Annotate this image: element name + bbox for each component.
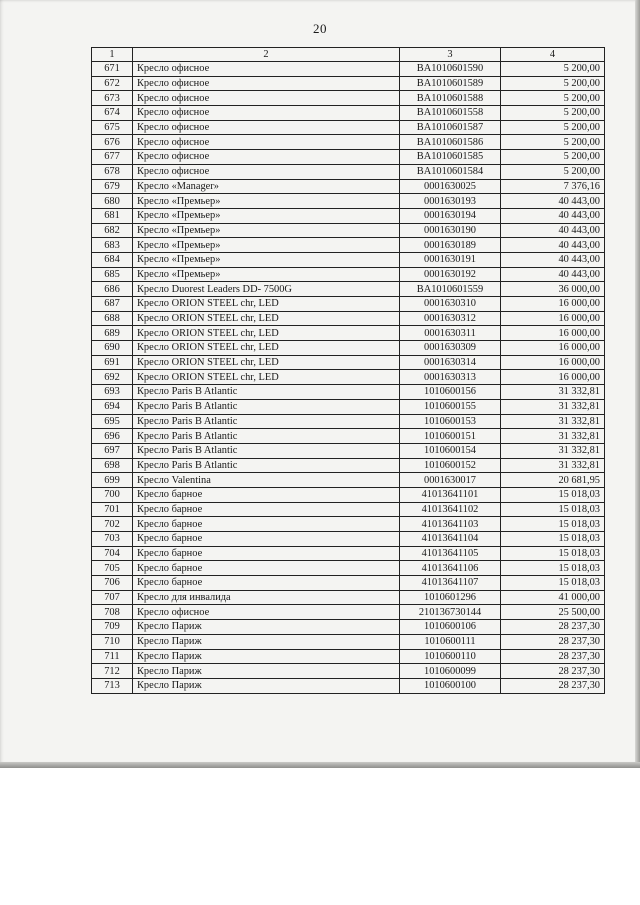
price-cell: 15 018,03 [501, 576, 605, 591]
price-cell: 31 332,81 [501, 429, 605, 444]
item-name-cell: Кресло ORION STEEL chr, LED [133, 341, 400, 356]
price-cell: 20 681,95 [501, 473, 605, 488]
inventory-code-cell: 0001630309 [400, 341, 501, 356]
inventory-code-cell: 41013641102 [400, 502, 501, 517]
row-number-cell: 677 [92, 150, 133, 165]
item-name-cell: Кресло Valentina [133, 473, 400, 488]
price-cell: 5 200,00 [501, 120, 605, 135]
row-number-cell: 705 [92, 561, 133, 576]
table-row [92, 194, 605, 209]
item-name-cell: Кресло Париж [133, 634, 400, 649]
item-name-cell: Кресло офисное [133, 62, 400, 77]
table-row [92, 91, 605, 106]
table-row [92, 76, 605, 91]
table-row [92, 385, 605, 400]
price-cell: 28 237,30 [501, 634, 605, 649]
table-row [92, 326, 605, 341]
column-header-code: 3 [400, 48, 501, 62]
row-number-cell: 684 [92, 252, 133, 267]
row-number-cell: 693 [92, 385, 133, 400]
table-row [92, 678, 605, 693]
inventory-code-cell: 1010600106 [400, 620, 501, 635]
inventory-code-cell: 0001630313 [400, 370, 501, 385]
row-number-cell: 678 [92, 164, 133, 179]
row-number-cell: 701 [92, 502, 133, 517]
table-row [92, 502, 605, 517]
inventory-code-cell: 41013641103 [400, 517, 501, 532]
price-cell: 40 443,00 [501, 252, 605, 267]
row-number-cell: 671 [92, 62, 133, 77]
item-name-cell: Кресло ORION STEEL chr, LED [133, 326, 400, 341]
row-number-cell: 708 [92, 605, 133, 620]
item-name-cell: Кресло офисное [133, 120, 400, 135]
item-name-cell: Кресло «Премьер» [133, 208, 400, 223]
item-name-cell: Кресло барное [133, 532, 400, 547]
row-number-cell: 704 [92, 546, 133, 561]
item-name-cell: Кресло офисное [133, 150, 400, 165]
price-cell: 41 000,00 [501, 590, 605, 605]
inventory-code-cell: 0001630192 [400, 267, 501, 282]
row-number-cell: 700 [92, 487, 133, 502]
scan-edge-bottom [0, 762, 640, 768]
row-number-cell: 689 [92, 326, 133, 341]
table-row [92, 399, 605, 414]
column-header-name: 2 [133, 48, 400, 62]
table-row [92, 355, 605, 370]
row-number-cell: 686 [92, 282, 133, 297]
item-name-cell: Кресло Duorest Leaders DD- 7500G [133, 282, 400, 297]
price-cell: 5 200,00 [501, 106, 605, 121]
item-name-cell: Кресло Paris B Atlantic [133, 458, 400, 473]
row-number-cell: 711 [92, 649, 133, 664]
inventory-code-cell: 1010600154 [400, 443, 501, 458]
item-name-cell: Кресло «Премьер» [133, 194, 400, 209]
inventory-code-cell: 1010600100 [400, 678, 501, 693]
table-row [92, 649, 605, 664]
item-name-cell: Кресло барное [133, 517, 400, 532]
price-cell: 15 018,03 [501, 487, 605, 502]
item-name-cell: Кресло барное [133, 502, 400, 517]
inventory-code-cell: BA1010601590 [400, 62, 501, 77]
price-cell: 31 332,81 [501, 385, 605, 400]
table-row [92, 605, 605, 620]
inventory-code-cell: 0001630312 [400, 311, 501, 326]
item-name-cell: Кресло Париж [133, 678, 400, 693]
price-cell: 31 332,81 [501, 443, 605, 458]
inventory-code-cell: 41013641106 [400, 561, 501, 576]
row-number-cell: 690 [92, 341, 133, 356]
table-row [92, 223, 605, 238]
item-name-cell: Кресло офисное [133, 76, 400, 91]
price-cell: 16 000,00 [501, 311, 605, 326]
price-cell: 28 237,30 [501, 649, 605, 664]
inventory-code-cell: 1010600111 [400, 634, 501, 649]
row-number-cell: 713 [92, 678, 133, 693]
table-row [92, 414, 605, 429]
inventory-code-cell: 41013641101 [400, 487, 501, 502]
inventory-code-cell: BA1010601559 [400, 282, 501, 297]
price-cell: 28 237,30 [501, 664, 605, 679]
inventory-code-cell: 0001630025 [400, 179, 501, 194]
inventory-code-cell: BA1010601585 [400, 150, 501, 165]
row-number-cell: 682 [92, 223, 133, 238]
table-row [92, 517, 605, 532]
row-number-cell: 679 [92, 179, 133, 194]
price-cell: 15 018,03 [501, 502, 605, 517]
price-cell: 25 500,00 [501, 605, 605, 620]
item-name-cell: Кресло Paris B Atlantic [133, 399, 400, 414]
item-name-cell: Кресло офисное [133, 91, 400, 106]
inventory-code-cell: 0001630193 [400, 194, 501, 209]
row-number-cell: 672 [92, 76, 133, 91]
table-row [92, 120, 605, 135]
table-row [92, 208, 605, 223]
column-header-number: 1 [92, 48, 133, 62]
row-number-cell: 707 [92, 590, 133, 605]
item-name-cell: Кресло «Manager» [133, 179, 400, 194]
table-row [92, 311, 605, 326]
price-cell: 15 018,03 [501, 532, 605, 547]
inventory-code-cell: 210136730144 [400, 605, 501, 620]
table-row [92, 179, 605, 194]
row-number-cell: 683 [92, 238, 133, 253]
price-cell: 31 332,81 [501, 458, 605, 473]
inventory-code-cell: 0001630311 [400, 326, 501, 341]
table-row [92, 458, 605, 473]
item-name-cell: Кресло для инвалида [133, 590, 400, 605]
item-name-cell: Кресло барное [133, 561, 400, 576]
item-name-cell: Кресло офисное [133, 135, 400, 150]
item-name-cell: Кресло барное [133, 487, 400, 502]
item-name-cell: Кресло Paris B Atlantic [133, 385, 400, 400]
price-cell: 28 237,30 [501, 678, 605, 693]
inventory-code-cell: 0001630310 [400, 297, 501, 312]
inventory-code-cell: 0001630194 [400, 208, 501, 223]
item-name-cell: Кресло «Премьер» [133, 238, 400, 253]
item-name-cell: Кресло барное [133, 546, 400, 561]
item-name-cell: Кресло ORION STEEL chr, LED [133, 355, 400, 370]
price-cell: 16 000,00 [501, 297, 605, 312]
table-row [92, 341, 605, 356]
inventory-code-cell: 1010600155 [400, 399, 501, 414]
price-cell: 5 200,00 [501, 135, 605, 150]
price-cell: 40 443,00 [501, 223, 605, 238]
inventory-code-cell: 41013641107 [400, 576, 501, 591]
price-cell: 5 200,00 [501, 76, 605, 91]
price-cell: 15 018,03 [501, 561, 605, 576]
inventory-code-cell: BA1010601589 [400, 76, 501, 91]
row-number-cell: 694 [92, 399, 133, 414]
table-row [92, 546, 605, 561]
item-name-cell: Кресло Paris B Atlantic [133, 443, 400, 458]
table-row [92, 135, 605, 150]
table-row [92, 62, 605, 77]
table-row [92, 590, 605, 605]
price-cell: 36 000,00 [501, 282, 605, 297]
item-name-cell: Кресло Париж [133, 620, 400, 635]
price-cell: 5 200,00 [501, 62, 605, 77]
price-cell: 28 237,30 [501, 620, 605, 635]
row-number-cell: 685 [92, 267, 133, 282]
table-row [92, 473, 605, 488]
inventory-code-cell: 1010601296 [400, 590, 501, 605]
item-name-cell: Кресло «Премьер» [133, 267, 400, 282]
inventory-code-cell: 1010600099 [400, 664, 501, 679]
price-cell: 16 000,00 [501, 326, 605, 341]
row-number-cell: 687 [92, 297, 133, 312]
table-row [92, 282, 605, 297]
price-cell: 15 018,03 [501, 517, 605, 532]
table-row [92, 561, 605, 576]
table-row [92, 370, 605, 385]
row-number-cell: 695 [92, 414, 133, 429]
row-number-cell: 681 [92, 208, 133, 223]
inventory-table [91, 47, 605, 694]
table-row [92, 267, 605, 282]
inventory-code-cell: 0001630314 [400, 355, 501, 370]
table-row [92, 620, 605, 635]
row-number-cell: 706 [92, 576, 133, 591]
item-name-cell: Кресло «Премьер» [133, 252, 400, 267]
table-row [92, 106, 605, 121]
column-header-price: 4 [501, 48, 605, 62]
price-cell: 5 200,00 [501, 150, 605, 165]
price-cell: 40 443,00 [501, 194, 605, 209]
table-row [92, 487, 605, 502]
row-number-cell: 674 [92, 106, 133, 121]
inventory-code-cell: 0001630190 [400, 223, 501, 238]
item-name-cell: Кресло Париж [133, 649, 400, 664]
inventory-code-cell: BA1010601588 [400, 91, 501, 106]
price-cell: 40 443,00 [501, 267, 605, 282]
row-number-cell: 710 [92, 634, 133, 649]
row-number-cell: 702 [92, 517, 133, 532]
table-body [92, 62, 605, 694]
table-row [92, 238, 605, 253]
inventory-code-cell: 0001630191 [400, 252, 501, 267]
price-cell: 7 376,16 [501, 179, 605, 194]
inventory-code-cell: BA1010601558 [400, 106, 501, 121]
inventory-code-cell: BA1010601587 [400, 120, 501, 135]
row-number-cell: 698 [92, 458, 133, 473]
row-number-cell: 696 [92, 429, 133, 444]
inventory-code-cell: 0001630017 [400, 473, 501, 488]
price-cell: 31 332,81 [501, 414, 605, 429]
table-row [92, 150, 605, 165]
price-cell: 16 000,00 [501, 355, 605, 370]
row-number-cell: 691 [92, 355, 133, 370]
row-number-cell: 675 [92, 120, 133, 135]
item-name-cell: Кресло офисное [133, 605, 400, 620]
price-cell: 5 200,00 [501, 164, 605, 179]
item-name-cell: Кресло ORION STEEL chr, LED [133, 297, 400, 312]
row-number-cell: 680 [92, 194, 133, 209]
inventory-code-cell: 1010600156 [400, 385, 501, 400]
inventory-code-cell: 0001630189 [400, 238, 501, 253]
table-row [92, 429, 605, 444]
row-number-cell: 697 [92, 443, 133, 458]
inventory-code-cell: 41013641105 [400, 546, 501, 561]
table-row [92, 576, 605, 591]
header-row [92, 48, 605, 62]
table-row [92, 443, 605, 458]
price-cell: 5 200,00 [501, 91, 605, 106]
price-cell: 31 332,81 [501, 399, 605, 414]
row-number-cell: 673 [92, 91, 133, 106]
price-cell: 15 018,03 [501, 546, 605, 561]
item-name-cell: Кресло офисное [133, 106, 400, 121]
price-cell: 40 443,00 [501, 208, 605, 223]
table-row [92, 297, 605, 312]
row-number-cell: 692 [92, 370, 133, 385]
inventory-code-cell: 1010600152 [400, 458, 501, 473]
row-number-cell: 709 [92, 620, 133, 635]
item-name-cell: Кресло офисное [133, 164, 400, 179]
item-name-cell: Кресло Paris B Atlantic [133, 429, 400, 444]
row-number-cell: 676 [92, 135, 133, 150]
price-cell: 16 000,00 [501, 341, 605, 356]
item-name-cell: Кресло ORION STEEL chr, LED [133, 370, 400, 385]
item-name-cell: Кресло барное [133, 576, 400, 591]
item-name-cell: Кресло Париж [133, 664, 400, 679]
price-cell: 40 443,00 [501, 238, 605, 253]
row-number-cell: 712 [92, 664, 133, 679]
inventory-code-cell: BA1010601584 [400, 164, 501, 179]
table-row [92, 252, 605, 267]
table-row [92, 532, 605, 547]
table-row [92, 664, 605, 679]
row-number-cell: 703 [92, 532, 133, 547]
table-row [92, 634, 605, 649]
inventory-code-cell: 41013641104 [400, 532, 501, 547]
price-cell: 16 000,00 [501, 370, 605, 385]
inventory-code-cell: 1010600110 [400, 649, 501, 664]
item-name-cell: Кресло «Премьер» [133, 223, 400, 238]
scan-edge-right [635, 0, 640, 768]
row-number-cell: 688 [92, 311, 133, 326]
inventory-code-cell: 1010600153 [400, 414, 501, 429]
inventory-code-cell: 1010600151 [400, 429, 501, 444]
inventory-code-cell: BA1010601586 [400, 135, 501, 150]
item-name-cell: Кресло ORION STEEL chr, LED [133, 311, 400, 326]
table-row [92, 164, 605, 179]
page-number: 20 [313, 21, 327, 36]
row-number-cell: 699 [92, 473, 133, 488]
item-name-cell: Кресло Paris B Atlantic [133, 414, 400, 429]
